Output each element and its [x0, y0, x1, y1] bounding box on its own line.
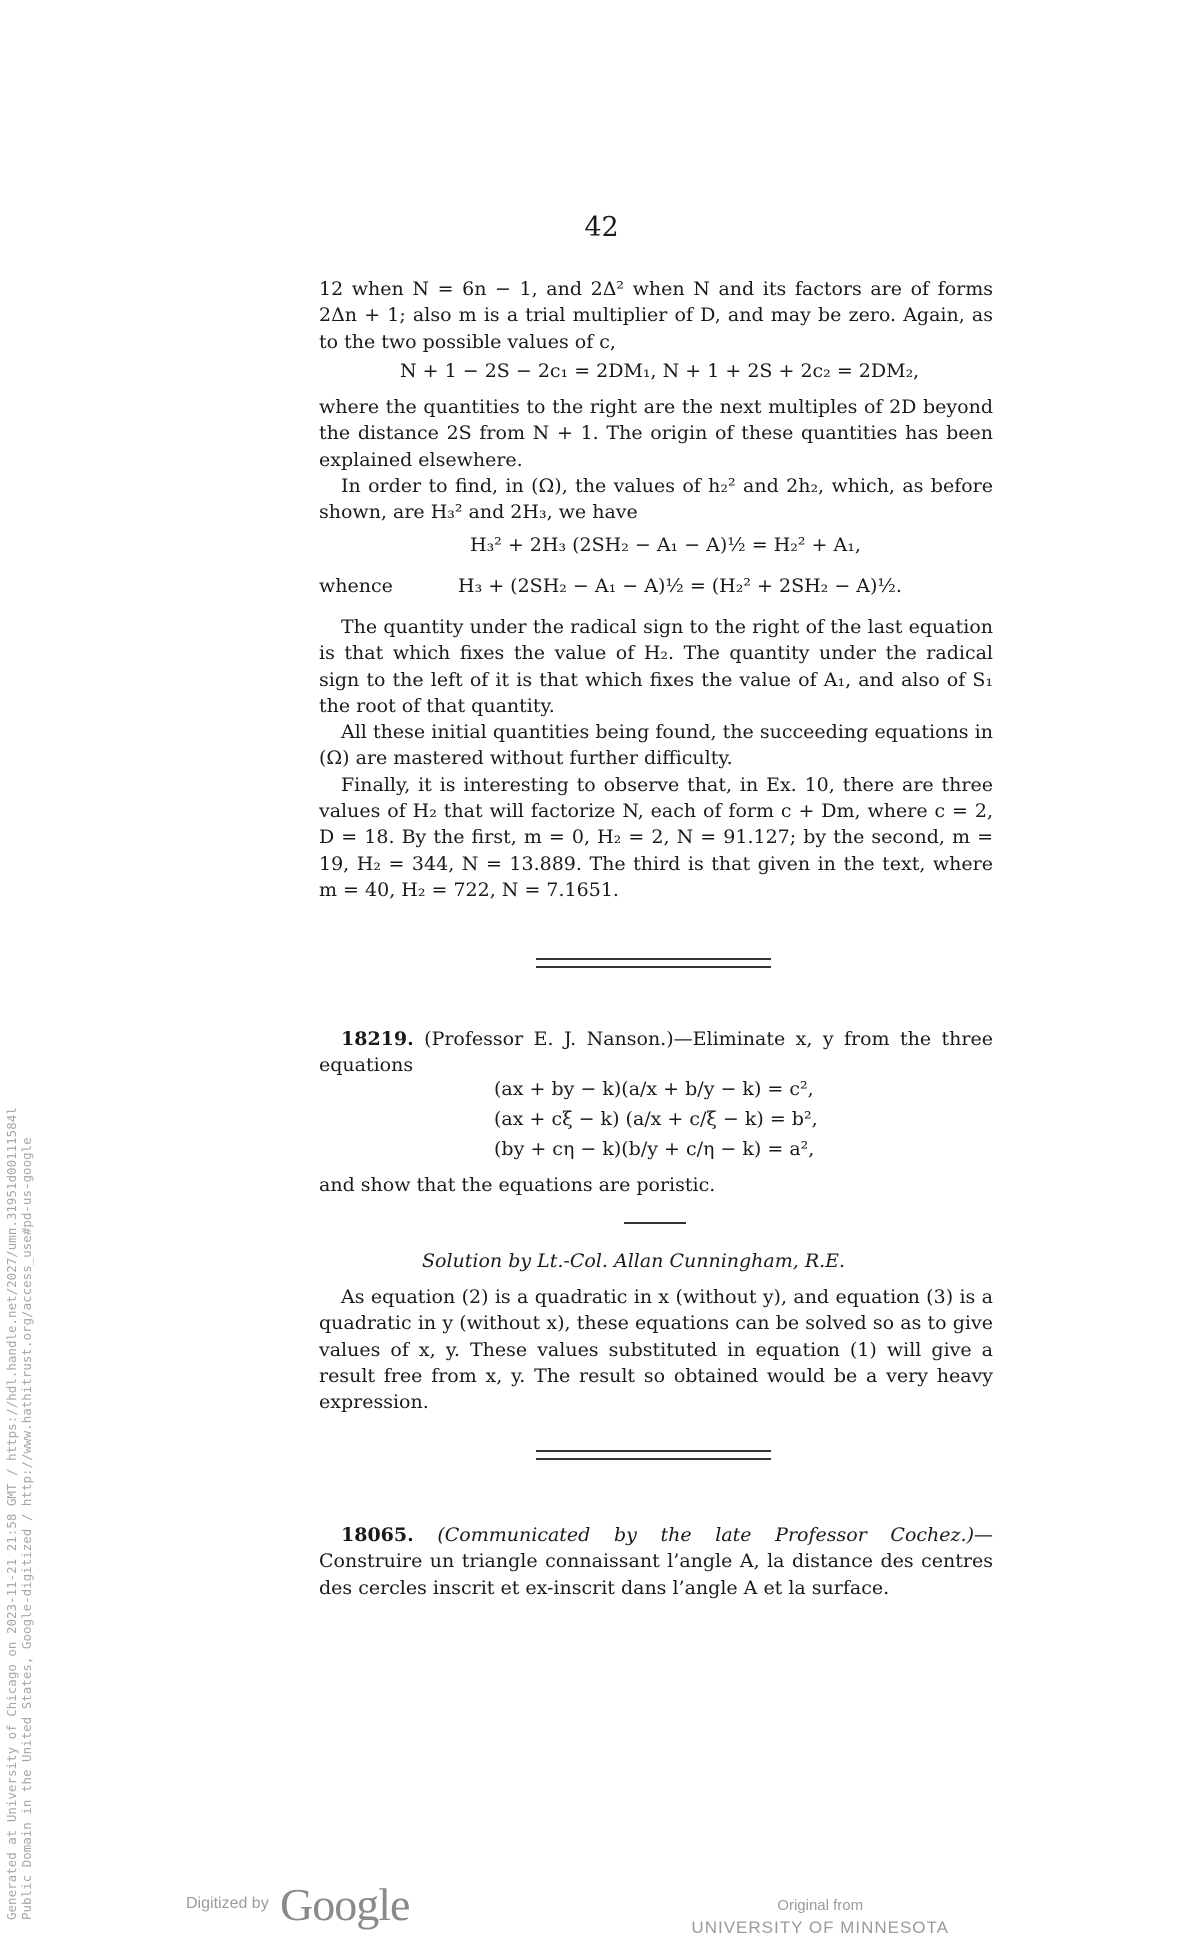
problem-18219-eq-2: (ax + cξ − k) (a/x + c/ξ − k) = b²,: [494, 1108, 818, 1130]
intro-para-1-block: [319, 276, 993, 355]
problem-18065-number: 18065.: [341, 1524, 414, 1546]
google-logo: Google: [280, 1879, 410, 1930]
problem-18219-statement: —Eliminate x, y from the three equations: [319, 1028, 993, 1077]
original-from-label: Original from: [777, 1897, 864, 1914]
intro-para-2: where the quantities to the right are the next multiples of 2D beyond the distance 2S from N + 1. The origin of these quantities has been explained elsewhere.: [319, 396, 993, 471]
problem-18219-closing: and show that the equations are poristic.: [319, 1174, 716, 1196]
solution-text: As equation (2) is a quadratic in x (without y), and equation (3) is a quadratic in y (without x), these equations can be solved so as to give values of x, y. These values substituted in equation (1) will give a result free from x, y. The result so obtained would be a very heavy expression.: [319, 1286, 993, 1414]
problem-18219-eq-1: (ax + by − k)(a/x + b/y − k) = c²,: [494, 1078, 814, 1100]
page-number: 42: [584, 212, 619, 243]
intro-para-5: All these initial quantities being found, the succeeding equations in (Ω) are mastered without further difficulty.: [319, 721, 993, 770]
short-divider: [624, 1222, 686, 1224]
section-divider-1: [536, 958, 771, 968]
original-from-block: [691, 1895, 949, 1939]
solution-block: [319, 1284, 993, 1415]
section-divider-2: [536, 1450, 771, 1460]
problem-18219-number: 18219.: [341, 1028, 414, 1050]
problem-18219-author: (Professor E. J. Nanson.): [424, 1028, 674, 1050]
problem-18219-header: [319, 1026, 993, 1079]
problem-18065-block: [319, 1522, 993, 1601]
intro-para-3: In order to find, in (Ω), the values of h₂² and 2h₂, which, as before shown, are H₃² and 2H₃, we have: [319, 474, 993, 524]
solution-heading: Solution by Lt.-Col. Allan Cunningham, R.E.: [422, 1250, 846, 1272]
side-watermark-line-2: Public Domain in the United States, Google-digitized / http://www.hathitrust.org/access_use#pd-us-google: [19, 1137, 34, 1920]
equation-3: H₃ + (2SH₂ − A₁ − A)½ = (H₂² + 2SH₂ − A)½.: [458, 575, 902, 597]
intro-para-6: Finally, it is interesting to observe that, in Ex. 10, there are three values of H₂ that will factorize N, each of form c + Dm, where c = 2, D = 18. By the first, m = 0, H₂ = 2, N = 91.127; by the second, m = 19, H₂ = 344, N = 13.889. The third is that given in the text, where m = 40, H₂ = 722, N = 7.1651.: [319, 773, 993, 901]
intro-para-2-block: [319, 394, 993, 525]
equation-3-label: whence: [319, 575, 393, 597]
intro-rest-block: [319, 614, 993, 903]
intro-para-1: 12 when N = 6n − 1, and 2Δ² when N and its factors are of forms 2Δn + 1; also m is a trial multiplier of D, and may be zero. Again, as to the two possible values of c,: [319, 278, 993, 353]
problem-18219-closing-block: [319, 1172, 993, 1198]
university-label: UNIVERSITY OF MINNESOTA: [691, 1918, 949, 1937]
side-watermark: [4, 1000, 34, 1920]
equation-2: H₃² + 2H₃ (2SH₂ − A₁ − A)½ = H₂² + A₁,: [470, 534, 861, 556]
side-watermark-line-1: Generated at University of Chicago on 2023-11-21 21:58 GMT / https://hdl.handle.net/2027/umn.31951d00111584l: [4, 1107, 19, 1920]
intro-para-4: The quantity under the radical sign to the right of the last equation is that which fixes the value of H₂. The quantity under the radical sign to the left of it is that which fixes the value of A₁, and also of S₁ the root of that quantity.: [319, 616, 993, 717]
equation-1: N + 1 − 2S − 2c₁ = 2DM₁, N + 1 + 2S + 2c₂ = 2DM₂,: [400, 360, 920, 382]
problem-18065-statement: — Construire un triangle connaissant l’angle A, la distance des centres des cercles inscrit et ex-inscrit dans l’angle A et la surface.: [319, 1524, 993, 1599]
problem-18065-author: (Communicated by the late Professor Cochez.): [437, 1524, 974, 1546]
problem-18219-eq-3: (by + cη − k)(b/y + c/η − k) = a²,: [494, 1138, 815, 1160]
digitized-by-label: Digitized by: [186, 1895, 269, 1912]
